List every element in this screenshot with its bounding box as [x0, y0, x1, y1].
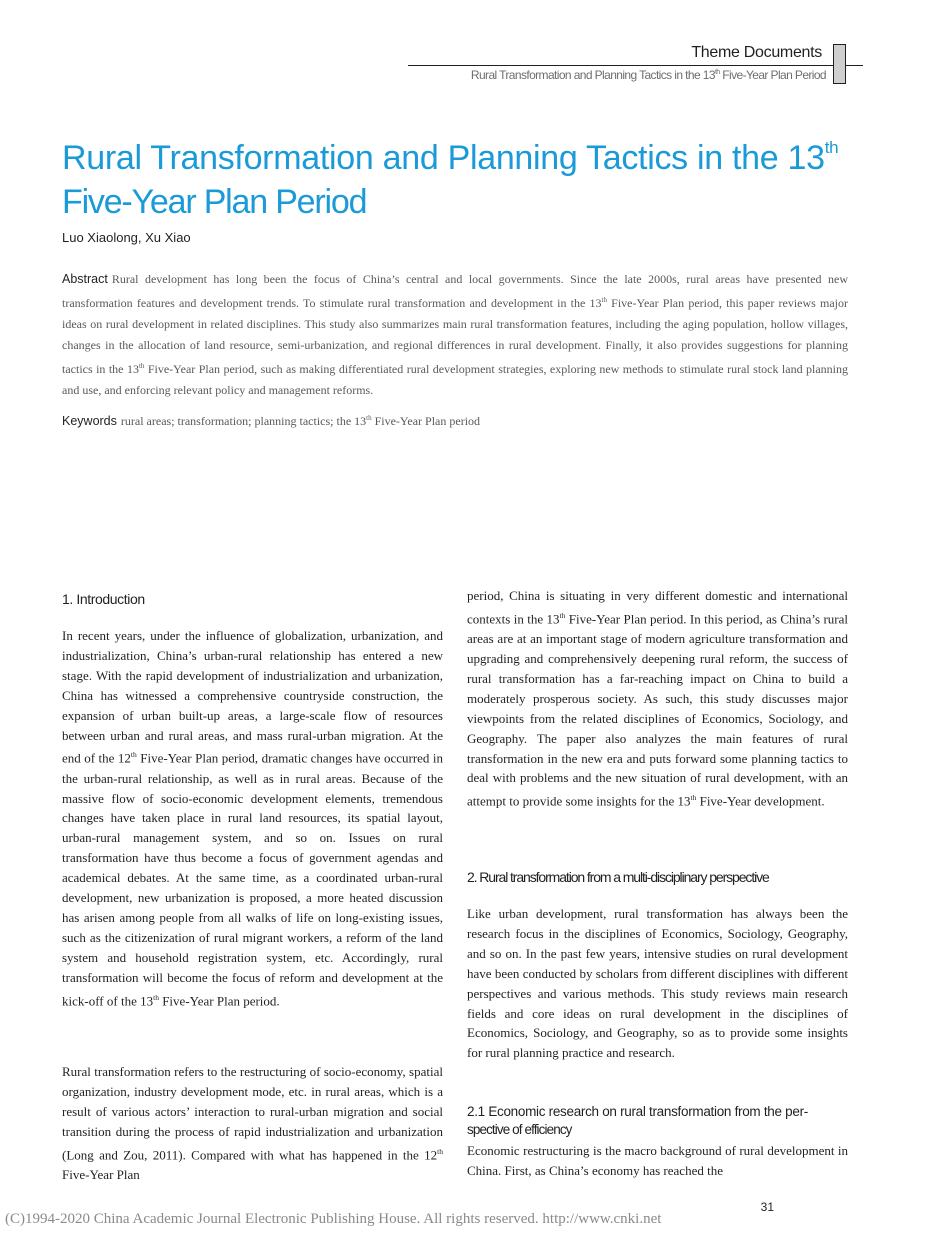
header-rule [408, 65, 863, 66]
subsection-heading-economic: 2.1 Economic research on rural transformation from the per- spective of efficiency [467, 1104, 808, 1137]
right-column-paragraph-3: Economic restructuring is the macro background of rural development in China. First, as China’s economy has reached the [467, 1143, 848, 1178]
section-heading-multidisciplinary: 2. Rural transformation from a multi-disciplinary perspective [467, 869, 769, 885]
running-title: Rural Transformation and Planning Tactics in the 13th Five-Year Plan Period [470, 68, 826, 82]
copyright-notice: (C)1994-2020 China Academic Journal Electronic Publishing House. All rights reserved. http://www.cnki.net [5, 1211, 662, 1227]
right-column-paragraph-2: Like urban development, rural transformation has always been the research focus in the disciplines of Economics, Sociology, Geography, and so on. In the past few years, intensive studies on rural development have been conducted by scholars from different disciplines with different perspectives and various methods. This study reviews main research fields and core ideas on rural development in the disciplines of Economics, Sociology, and Geography, so as to provide some insights for rural planning practice and research. [467, 906, 848, 1061]
article-title: Rural Transformation and Planning Tactics in the 13th Five-Year Plan Period [62, 138, 839, 221]
keywords: Keywords rural areas; transformation; planning tactics; the 13th Five-Year Plan period [62, 414, 481, 428]
page-number: 31 [760, 1200, 774, 1214]
header-tab-marker [833, 44, 846, 84]
right-column-paragraph-1: period, China is situating in very different domestic and international contexts in the 13th Five-Year Plan period. In this period, as China’s rural areas are at an important stage of modern agriculture transformation and upgrading and comprehensively deepening rural reform, the success of rural transformation has a far-reaching impact on China to build a moderately prosperous society. As such, this study discusses major viewpoints from the related disciplines of Economics, Sociology, and Geography. The paper also analyzes the main features of rural transformation in the new era and puts forward some planning tactics to deal with problems and the new situation of rural development, with an attempt to provide some insights for the 13th Five-Year development. [467, 588, 848, 809]
left-column-paragraph-1: In recent years, under the influence of globalization, urbanization, and industrialization, China’s urban-rural relationship has entered a new stage. With the rapid development of industrialization and urbanization, China has witnessed a comprehensive countryside construction, the expansion of urban built-up areas, a large-scale flow of resources between urban and rural areas, and mass rural-urban migration. At the end of the 12th Five-Year Plan period, dramatic changes have occurred in the urban-rural relationship, as well as in rural areas. Because of the massive flow of socio-economic development elements, tremendous changes have taken place in rural land resources, its spatial layout, urban-rural management system, and so on. Issues on rural transformation have thus become a focus of government agendas and academical debates. At the same time, as a coordinated urban-rural development, new urbanization is proposed, a more heated discussion has arisen among people from all walks of life on long-existing issues, such as the citizenization of rural migrant workers, a reform of the land system and household registration system, etc. Accordingly, rural transformation will become the focus of reform and development at the kick-off of the 13th Five-Year Plan period. [62, 628, 444, 1008]
keywords-label: Keywords [62, 414, 117, 428]
section-heading-introduction: 1. Introduction [62, 591, 145, 607]
abstract-label: Abstract [62, 272, 108, 286]
journal-section-title: Theme Documents [691, 44, 822, 61]
authors: Luo Xiaolong, Xu Xiao [62, 230, 191, 245]
abstract: Abstract Rural development has long been the focus of China’s central and local governments. Since the late 2000s, rural areas have presented new transformation features and development trends. To stimulate rural transformation and development in the 13th Five-Year Plan period, this paper reviews major ideas on rural development in related disciplines. This study also summarizes main rural transformation features, including the aging population, hollow villages, changes in the allocation of land resource, semi-urbanization, and regional differences in rural development. Finally, it also provides suggestions for planning tactics in the 13th Five-Year Plan period, such as making differentiated rural development strategies, exploring new methods to stimulate rural stock land planning and use, and enforcing relevant policy and management reforms. [62, 272, 849, 397]
left-column-paragraph-2: Rural transformation refers to the restructuring of socio-economy, spatial organization, industry development mode, etc. in rural areas, which is a result of various actors’ interaction to rural-urban migration and social transition during the process of rapid industrialization and urbanization (Long and Zou, 2011). Compared with what has happened in the 12th Five-Year Plan [62, 1064, 443, 1182]
